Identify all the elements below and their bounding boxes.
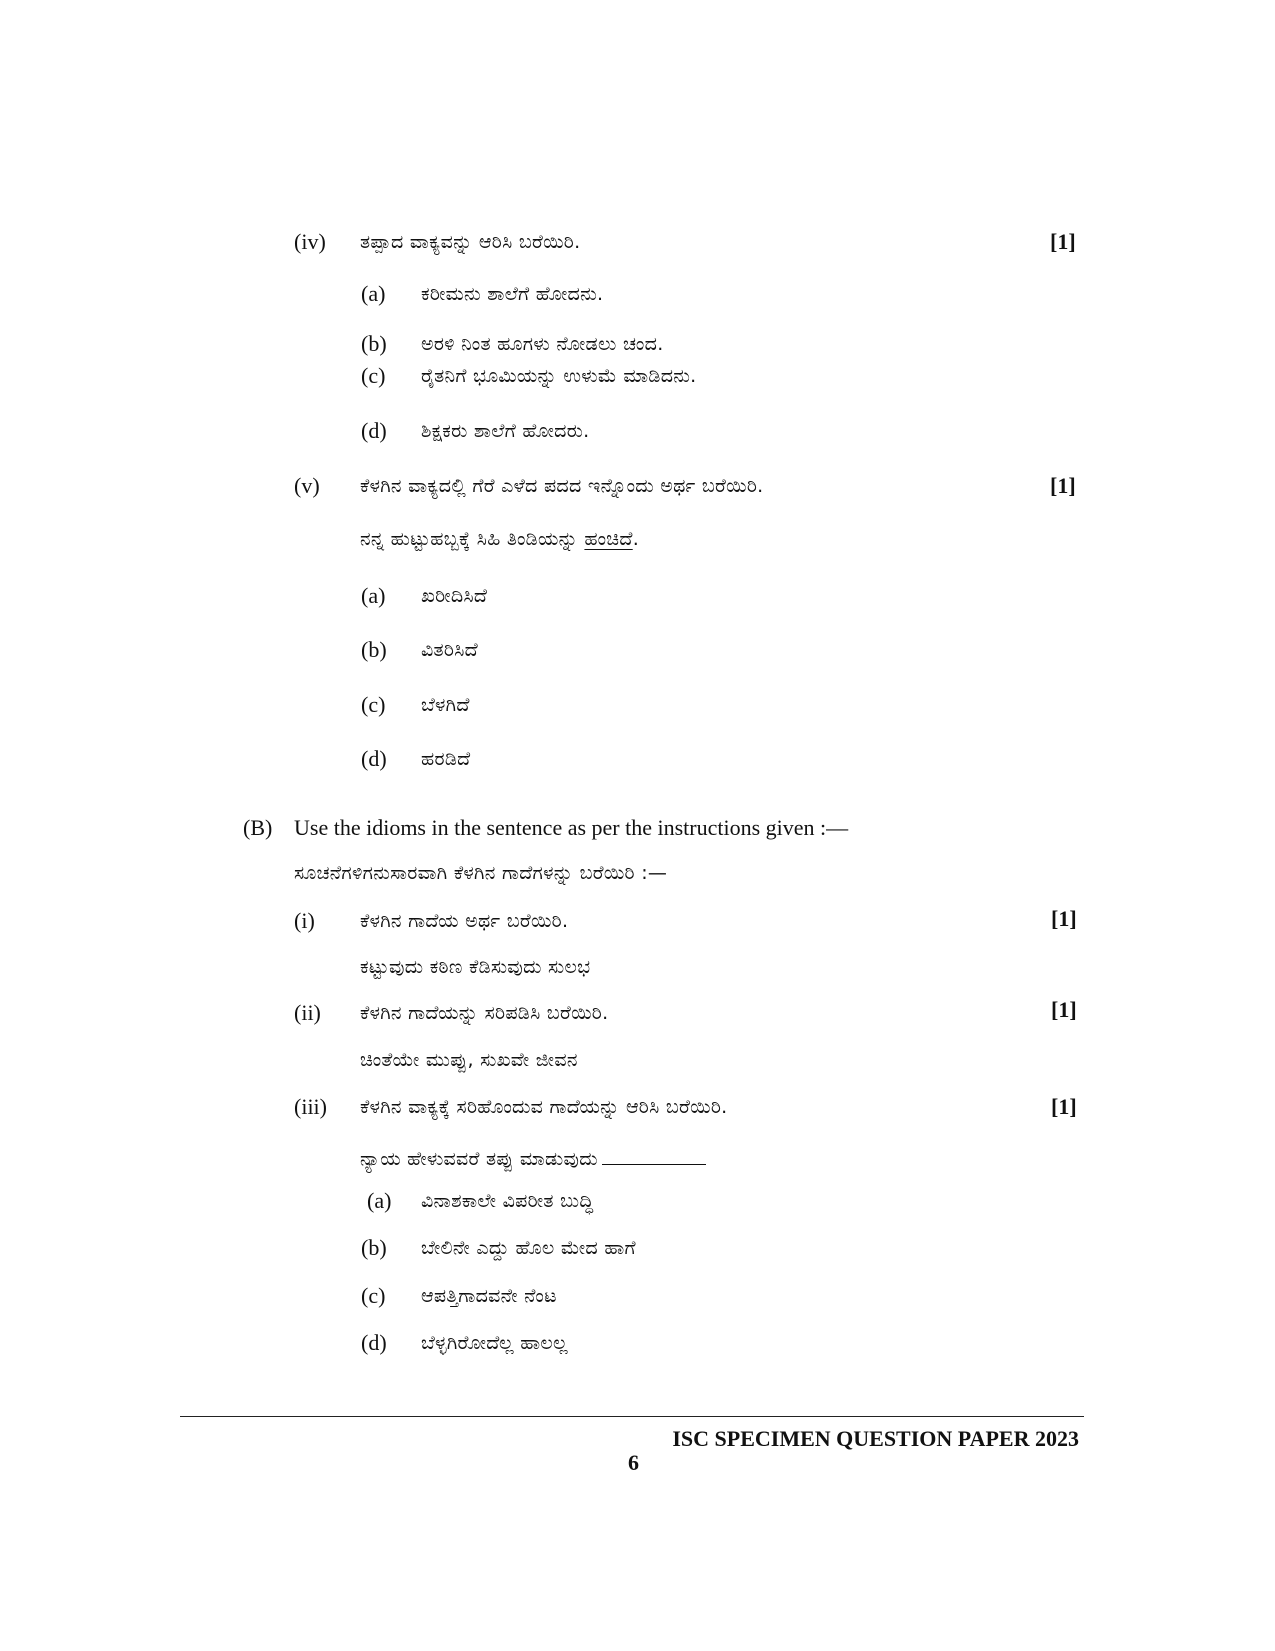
sentence-text: ನ್ಯಾಯ ಹೇಳುವವರೆ ತಪ್ಪು ಮಾಡುವುದು (360, 1148, 598, 1170)
option-text: ಹರಡಿದೆ (421, 748, 471, 770)
option-label: (b) (361, 1235, 387, 1260)
question-iv-marks: [1] (1050, 229, 1076, 254)
sentence-end: . (632, 528, 640, 550)
section-b-instruction-en: Use the idioms in the sentence as per the instructions given :— (294, 815, 849, 840)
question-b-i-marks: [1] (1051, 906, 1077, 931)
option-label: (c) (361, 363, 386, 388)
sentence-text: ನನ್ನ ಹುಟ್ಟುಹಬ್ಬಕ್ಕೆ ಸಿಹಿ ತಿಂಡಿಯನ್ನು (360, 528, 585, 550)
option-label: (a) (361, 281, 386, 306)
option-text: ಅರಳಿ ನಿಂತ ಹೂಗಳು ನೋಡಲು ಚಂದ. (421, 333, 664, 355)
underlined-word: ಹಂಚಿದೆ (584, 528, 633, 550)
option-label: (a) (367, 1188, 392, 1213)
question-b-iii-text: ಕೆಳಗಿನ ವಾಕ್ಯಕ್ಕೆ ಸರಿಹೊಂದುವ ಗಾದೆಯನ್ನು ಆರಿಸಿ ಬರೆಯಿರಿ. (360, 1096, 728, 1118)
section-b-label: (B) (243, 815, 273, 840)
option-label: (d) (361, 418, 387, 443)
option-label: (b) (361, 331, 387, 356)
footer-title: ISC SPECIMEN QUESTION PAPER 2023 (672, 1426, 1079, 1451)
page-number: 6 (628, 1450, 639, 1475)
option-text: ವಿನಾಶಕಾಲೇ ವಿಪರೀತ ಬುದ್ಧಿ (421, 1190, 594, 1212)
question-b-iii-sentence (360, 1142, 706, 1170)
question-b-i-text: ಕೆಳಗಿನ ಗಾದೆಯ ಅರ್ಥ ಬರೆಯಿರಿ. (360, 910, 569, 932)
question-iv-label: (iv) (294, 229, 326, 254)
question-v-sentence (360, 528, 639, 550)
option-text: ಕರೀಮನು ಶಾಲೆಗೆ ಹೋದನು. (421, 283, 604, 305)
question-v-label: (v) (294, 473, 320, 498)
option-text: ರೈತನಿಗೆ ಭೂಮಿಯನ್ನು ಉಳುಮೆ ಮಾಡಿದನು. (421, 365, 697, 387)
answer-blank (602, 1142, 706, 1165)
question-b-iii-marks: [1] (1051, 1094, 1077, 1119)
question-b-ii-proverb: ಚಿಂತೆಯೇ ಮುಪ್ಪು, ಸುಖವೇ ಜೀವನ (360, 1049, 578, 1071)
question-v-marks: [1] (1050, 473, 1076, 498)
option-text: ವಿತರಿಸಿದೆ (421, 639, 478, 661)
option-label: (d) (361, 1330, 387, 1355)
option-text: ಬೆಳಗಿದೆ (421, 694, 470, 716)
question-b-i-proverb: ಕಟ್ಟುವುದು ಕಠಿಣ ಕೆಡಿಸುವುದು ಸುಲಭ (360, 956, 591, 978)
option-label: (c) (361, 692, 386, 717)
question-b-ii-marks: [1] (1051, 997, 1077, 1022)
option-label: (a) (361, 583, 386, 608)
option-label: (d) (361, 746, 387, 771)
option-text: ಆಪತ್ತಿಗಾದವನೇ ನೆಂಟ (421, 1285, 557, 1307)
option-text: ಬೇಲಿನೇ ಎದ್ದು ಹೊಲ ಮೇದ ಹಾಗೆ (421, 1237, 636, 1259)
question-b-ii-label: (ii) (294, 1000, 321, 1025)
question-b-i-label: (i) (294, 908, 315, 933)
question-b-iii-label: (iii) (294, 1094, 327, 1119)
option-text: ಶಿಕ್ಷಕರು ಶಾಲೆಗೆ ಹೋದರು. (421, 420, 590, 442)
question-iv-text: ತಪ್ಪಾದ ವಾಕ್ಯವನ್ನು ಆರಿಸಿ ಬರೆಯಿರಿ. (360, 231, 581, 253)
footer-divider (180, 1416, 1084, 1417)
option-text: ಖರೀದಿಸಿದೆ (421, 585, 488, 607)
option-label: (c) (361, 1283, 386, 1308)
option-text: ಬೆಳ್ಳಗಿರೋದೆಲ್ಲ ಹಾಲಲ್ಲ (421, 1332, 568, 1354)
question-v-text: ಕೆಳಗಿನ ವಾಕ್ಯದಲ್ಲಿ ಗೆರೆ ಎಳೆದ ಪದದ ಇನ್ನೊಂದು ಅರ್ಥ ಬರೆಯಿರಿ. (360, 475, 764, 497)
question-b-ii-text: ಕೆಳಗಿನ ಗಾದೆಯನ್ನು ಸರಿಪಡಿಸಿ ಬರೆಯಿರಿ. (360, 1002, 609, 1024)
section-b-instruction-kn: ಸೂಚನೆಗಳಿಗನುಸಾರವಾಗಿ ಕೆಳಗಿನ ಗಾದೆಗಳನ್ನು ಬರೆಯಿರಿ :— (294, 862, 668, 884)
option-label: (b) (361, 637, 387, 662)
